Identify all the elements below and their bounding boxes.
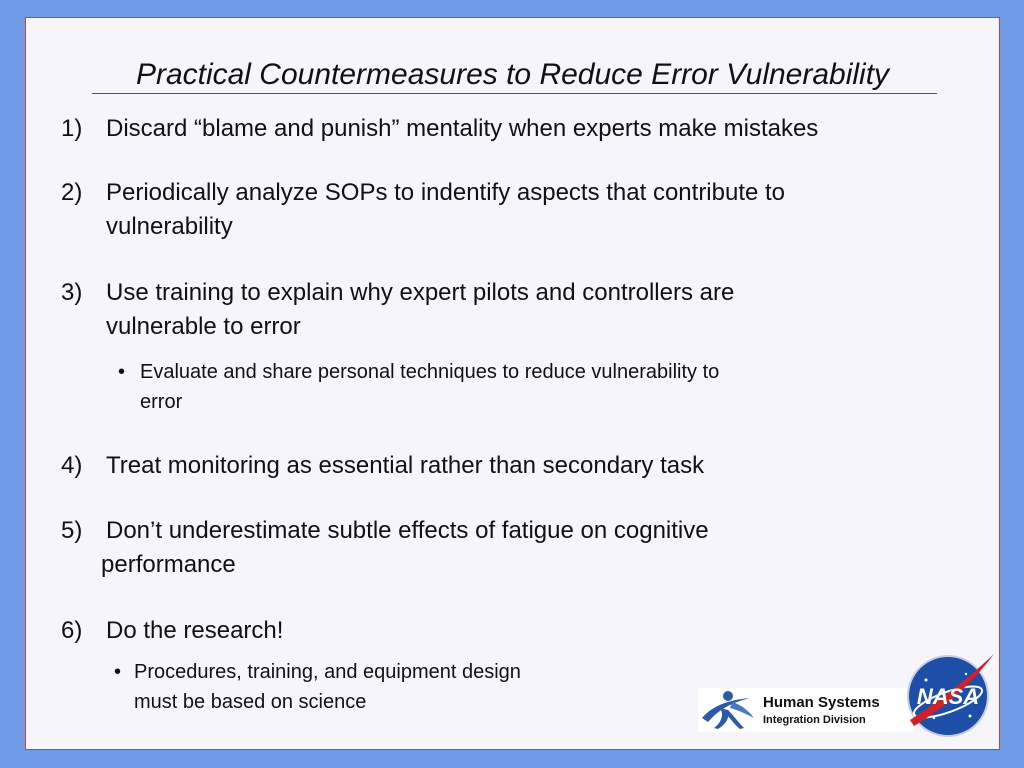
- list-item-3: [61, 276, 734, 344]
- item-number: 1): [61, 115, 83, 142]
- sub-bullet-1: [118, 357, 719, 417]
- item-text-continued: vulnerability: [106, 213, 233, 240]
- item-number: 6): [61, 617, 83, 644]
- sub-text-continued: error: [140, 391, 183, 413]
- nasa-meatball-icon: [904, 646, 996, 742]
- sub-bullet-2: [114, 657, 521, 717]
- list-item-4: [61, 449, 704, 483]
- item-text: Treat monitoring as essential rather than secondary task: [106, 452, 705, 479]
- item-text: Do the research!: [106, 617, 284, 644]
- bullet-icon: •: [114, 661, 122, 683]
- slide-title: Practical Countermeasures to Reduce Error Vulnerability: [135, 58, 890, 91]
- list-item-6: [61, 614, 283, 648]
- list-item-2: [61, 176, 785, 244]
- item-text: Don’t underestimate subtle effects of fatigue on cognitive: [106, 517, 709, 544]
- human-systems-logo: [698, 688, 913, 732]
- sub-text-continued: must be based on science: [134, 691, 367, 713]
- sub-text: Procedures, training, and equipment design: [134, 661, 521, 683]
- logo-title: Human Systems: [763, 694, 880, 711]
- item-text: Discard “blame and punish” mentality when experts make mistakes: [106, 115, 819, 142]
- list-item-1: [61, 112, 818, 146]
- title-underline: [92, 93, 937, 94]
- item-text: Periodically analyze SOPs to indentify aspects that contribute to: [106, 179, 786, 206]
- list-item-5: [61, 514, 709, 582]
- item-number: 3): [61, 279, 83, 306]
- item-number: 4): [61, 452, 83, 479]
- item-text-continued: performance: [101, 551, 236, 578]
- item-number: 2): [61, 179, 83, 206]
- logo-subtitle: Integration Division: [763, 714, 866, 726]
- item-number: 5): [61, 517, 83, 544]
- item-text-continued: vulnerable to error: [106, 313, 301, 340]
- bullet-icon: •: [118, 361, 126, 383]
- human-figure-icon: [698, 688, 760, 732]
- sub-text: Evaluate and share personal techniques to reduce vulnerability to: [140, 361, 720, 383]
- nasa-text: NASA: [916, 684, 980, 709]
- item-text: Use training to explain why expert pilots and controllers are: [106, 279, 735, 306]
- slide: [25, 17, 1000, 750]
